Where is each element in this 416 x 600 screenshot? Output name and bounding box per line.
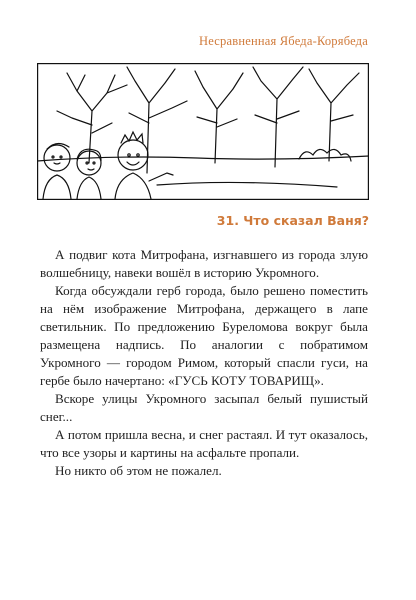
paragraph: Когда обсуждали герб города, было решено поместить на нём изображение Митрофана, держащего в лапе светильник. По предложению Буреломова вокруг была размещена надпись. По аналогии с побратимом Укромного — городом Римом, который спасли гуси, на гербе было начертано: «ГУСЬ КОТУ ТОВАРИЩ». xyxy=(40,283,368,388)
paragraph: Вскоре улицы Укромного засыпал белый пушистый снег... xyxy=(40,391,368,424)
paragraph: А потом пришла весна, и снег растаял. И тут оказалось, что все узоры и картины на асфальте пропали. xyxy=(40,427,368,460)
illustration xyxy=(37,63,369,200)
body-text xyxy=(40,246,368,480)
chapter-title: 31. Что сказал Ваня? xyxy=(216,213,369,228)
paragraph: А подвиг кота Митрофана, изгнавшего из города злую волшебницу, навеки вошёл в историю Укромного. xyxy=(40,247,368,280)
paragraph: Но никто об этом не пожалел. xyxy=(55,463,222,478)
running-head: Несравненная Ябеда-Корябеда xyxy=(198,34,368,48)
